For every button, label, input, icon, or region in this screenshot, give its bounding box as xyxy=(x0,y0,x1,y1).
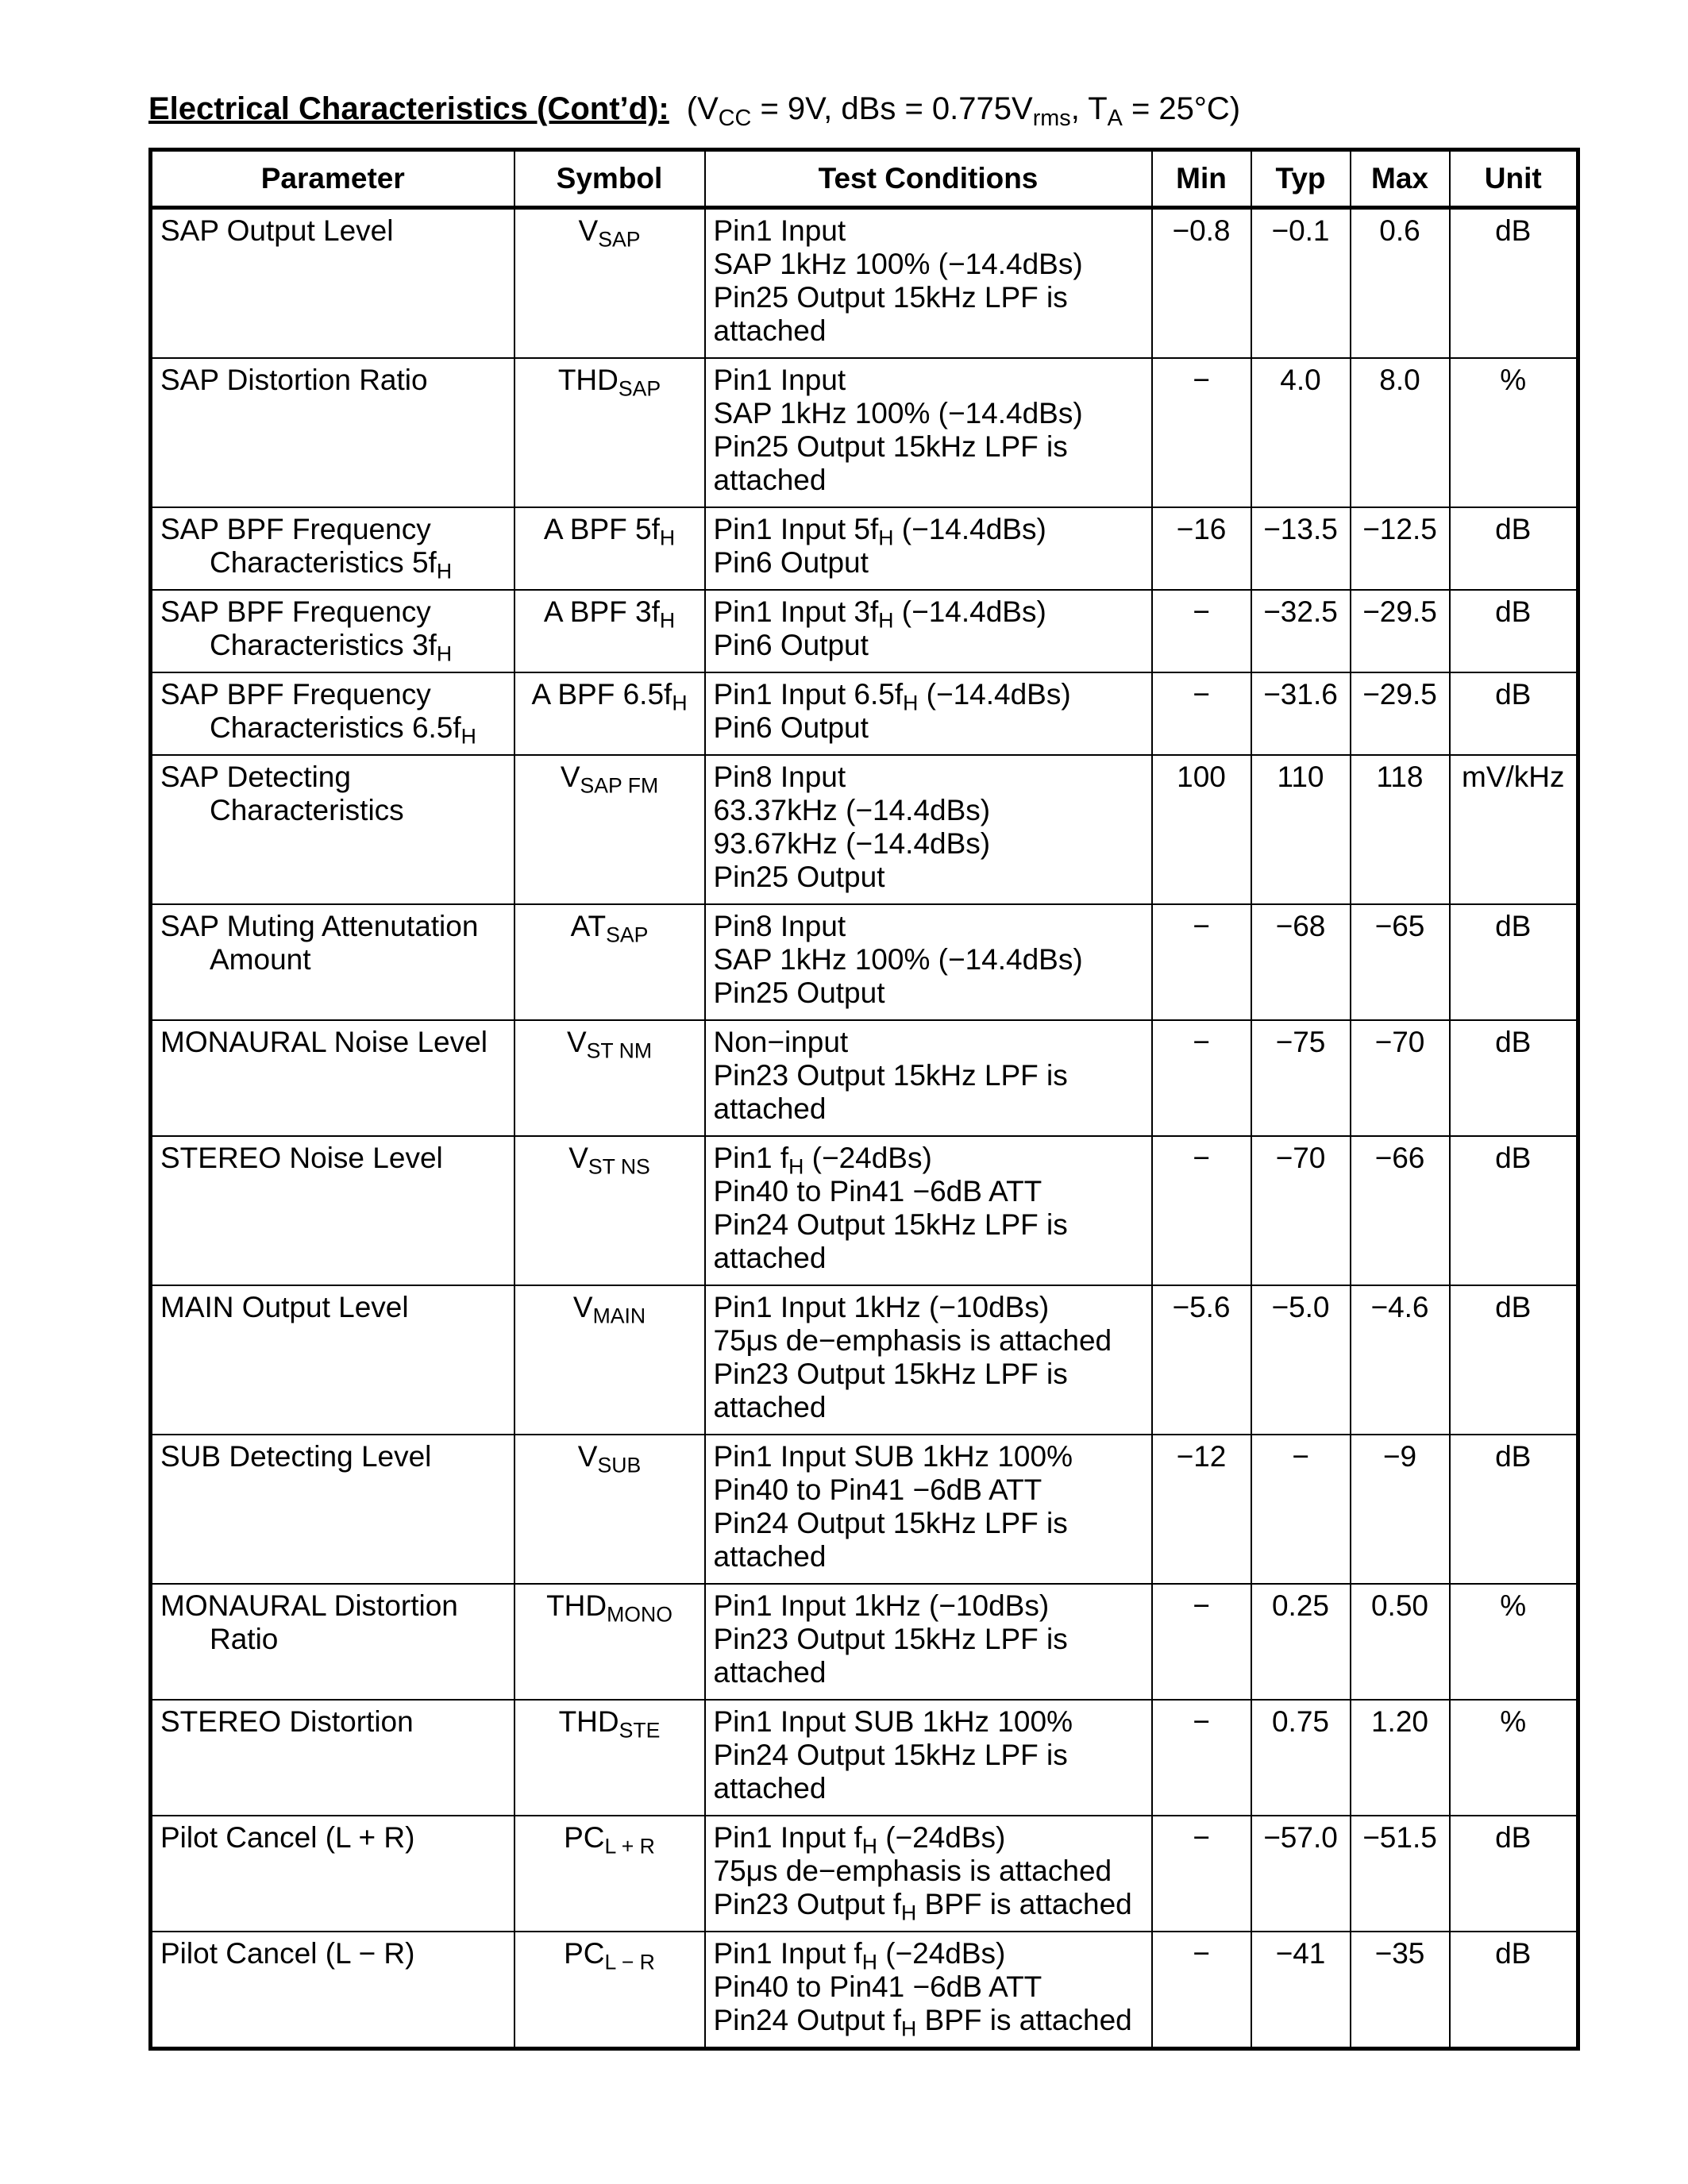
cell-test-conditions xyxy=(705,904,1152,1020)
table-row xyxy=(151,1584,1578,1700)
cell-test-conditions xyxy=(705,672,1152,755)
cell-unit: % xyxy=(1450,1584,1578,1700)
cell-max: −9 xyxy=(1351,1435,1450,1584)
condition-line: attached xyxy=(713,1772,827,1805)
table-row xyxy=(151,358,1578,507)
parameter-line: SAP BPF Frequency xyxy=(160,678,431,711)
cell-symbol xyxy=(514,1136,705,1285)
parameter-line: SAP BPF Frequency xyxy=(160,595,431,628)
condition-line: Pin23 Output $f_H$ BPF is attached xyxy=(713,1888,1132,1925)
cell-typ: −5.0 xyxy=(1251,1285,1351,1435)
parameter-line: SAP Muting Attenutation xyxy=(160,910,479,942)
cell-test-conditions xyxy=(705,590,1152,672)
cell-typ: 0.75 xyxy=(1251,1700,1351,1816)
cell-parameter xyxy=(151,507,514,590)
cell-typ: 0.25 xyxy=(1251,1584,1351,1700)
parameter-line: MONAURAL Distortion xyxy=(160,1589,458,1622)
cell-symbol xyxy=(514,1700,705,1816)
condition-line: attached xyxy=(713,1540,827,1573)
cell-typ: −75 xyxy=(1251,1020,1351,1136)
header-symbol: Symbol xyxy=(514,150,705,208)
cell-min: − xyxy=(1152,1932,1251,2049)
condition-line: SAP 1kHz 100% (−14.4dBs) xyxy=(713,248,1083,280)
cell-typ: −68 xyxy=(1251,904,1351,1020)
table-row xyxy=(151,904,1578,1020)
table-row xyxy=(151,590,1578,672)
cell-unit: dB xyxy=(1450,208,1578,359)
header-max: Max xyxy=(1351,150,1450,208)
cell-parameter xyxy=(151,1700,514,1816)
cell-parameter xyxy=(151,590,514,672)
cell-typ: 110 xyxy=(1251,755,1351,904)
condition-line: Pin1 Input xyxy=(713,364,846,396)
parameter-line: Pilot Cancel (L − R) xyxy=(160,1937,415,1970)
cell-min: − xyxy=(1152,672,1251,755)
cell-symbol xyxy=(514,1020,705,1136)
cell-parameter xyxy=(151,1020,514,1136)
cell-unit: dB xyxy=(1450,1435,1578,1584)
condition-line: Pin1 Input $5f_H$ (−14.4dBs) xyxy=(713,513,1046,550)
header-typ: Typ xyxy=(1251,150,1351,208)
condition-line: SAP 1kHz 100% (−14.4dBs) xyxy=(713,397,1083,429)
table-row xyxy=(151,208,1578,359)
symbol-base: V xyxy=(568,1142,588,1174)
cell-min: −12 xyxy=(1152,1435,1251,1584)
symbol-subscript: ST NS xyxy=(588,1154,650,1179)
cell-unit: % xyxy=(1450,358,1578,507)
condition-line: Pin1 Input SUB 1kHz 100% xyxy=(713,1705,1073,1738)
symbol-subscript: L + R xyxy=(604,1834,655,1859)
symbol-subscript: SAP FM xyxy=(580,773,659,798)
condition-line: Pin1 Input $3f_H$ (−14.4dBs) xyxy=(713,595,1046,633)
table-row xyxy=(151,1136,1578,1285)
heading-title: Electrical Characteristics (Cont’d): xyxy=(148,91,669,126)
parameter-line-2: Characteristics $5f_H$ xyxy=(210,546,453,584)
cell-unit: dB xyxy=(1450,672,1578,755)
symbol-base: A BPF 3f xyxy=(543,595,660,628)
condition-line: Pin1 Input xyxy=(713,214,846,247)
cell-parameter xyxy=(151,904,514,1020)
table-row xyxy=(151,1816,1578,1932)
cell-test-conditions xyxy=(705,1700,1152,1816)
parameter-line-2: Characteristics xyxy=(210,794,404,826)
cell-min: −0.8 xyxy=(1152,208,1251,359)
cell-parameter xyxy=(151,1435,514,1584)
symbol-subscript: SAP xyxy=(606,923,649,947)
cell-max: −70 xyxy=(1351,1020,1450,1136)
cell-symbol xyxy=(514,1285,705,1435)
symbol-subscript: H xyxy=(659,608,676,633)
symbol-base: AT xyxy=(570,910,607,942)
cell-typ: −31.6 xyxy=(1251,672,1351,755)
cell-min: − xyxy=(1152,590,1251,672)
cell-symbol xyxy=(514,1816,705,1932)
page-heading xyxy=(148,89,1241,132)
cell-max: 8.0 xyxy=(1351,358,1450,507)
condition-line: Pin25 Output 15kHz LPF is xyxy=(713,430,1068,463)
condition-line: Pin24 Output 15kHz LPF is xyxy=(713,1208,1068,1241)
cell-max: −12.5 xyxy=(1351,507,1450,590)
cell-test-conditions xyxy=(705,358,1152,507)
condition-line: Pin40 to Pin41 −6dB ATT xyxy=(713,1970,1042,2003)
condition-line: Pin1 Input SUB 1kHz 100% xyxy=(713,1440,1073,1473)
cell-test-conditions xyxy=(705,208,1152,359)
cell-test-conditions xyxy=(705,1020,1152,1136)
cell-max: −51.5 xyxy=(1351,1816,1450,1932)
symbol-base: THD xyxy=(558,1705,619,1738)
header-min: Min xyxy=(1152,150,1251,208)
parameter-line: SAP Distortion Ratio xyxy=(160,364,428,396)
cell-min: −16 xyxy=(1152,507,1251,590)
symbol-base: V xyxy=(572,1291,593,1323)
table-row xyxy=(151,1435,1578,1584)
condition-line: Pin1 Input 1kHz (−10dBs) xyxy=(713,1291,1050,1323)
cell-max: −66 xyxy=(1351,1136,1450,1285)
condition-line: Pin40 to Pin41 −6dB ATT xyxy=(713,1175,1042,1208)
cell-parameter xyxy=(151,1584,514,1700)
symbol-subscript: ST NM xyxy=(586,1038,653,1063)
condition-line: Non−input xyxy=(713,1026,849,1058)
cell-typ: − xyxy=(1251,1435,1351,1584)
condition-line: attached xyxy=(713,314,827,347)
electrical-characteristics-table xyxy=(148,148,1580,2051)
cell-min: − xyxy=(1152,1020,1251,1136)
condition-line: Pin6 Output xyxy=(713,546,869,579)
condition-line: Pin24 Output $f_H$ BPF is attached xyxy=(713,2004,1132,2041)
symbol-subscript: SAP xyxy=(598,227,641,252)
cell-min: − xyxy=(1152,1136,1251,1285)
condition-line: 63.37kHz (−14.4dBs) xyxy=(713,794,991,826)
cell-unit: dB xyxy=(1450,1932,1578,2049)
condition-line: attached xyxy=(713,1391,827,1423)
cell-typ: −70 xyxy=(1251,1136,1351,1285)
condition-line: 75μs de−emphasis is attached xyxy=(713,1324,1112,1357)
table-row xyxy=(151,1700,1578,1816)
cell-test-conditions xyxy=(705,1816,1152,1932)
parameter-line: SAP BPF Frequency xyxy=(160,513,431,545)
cell-test-conditions xyxy=(705,1136,1152,1285)
cell-min: − xyxy=(1152,1816,1251,1932)
cell-test-conditions xyxy=(705,1932,1152,2049)
cell-min: − xyxy=(1152,1700,1251,1816)
cell-unit: mV/kHz xyxy=(1450,755,1578,904)
cell-symbol xyxy=(514,904,705,1020)
table-row xyxy=(151,755,1578,904)
condition-line: Pin23 Output 15kHz LPF is xyxy=(713,1059,1068,1092)
table-row xyxy=(151,1285,1578,1435)
cell-max: −4.6 xyxy=(1351,1285,1450,1435)
cell-test-conditions xyxy=(705,507,1152,590)
symbol-subscript: SUB xyxy=(597,1453,642,1477)
cell-symbol xyxy=(514,1584,705,1700)
condition-line: Pin25 Output xyxy=(713,861,885,893)
header-parameter: Parameter xyxy=(151,150,514,208)
header-test-conditions: Test Conditions xyxy=(705,150,1152,208)
parameter-line: STEREO Distortion xyxy=(160,1705,414,1738)
cell-symbol xyxy=(514,755,705,904)
parameter-line-2: Characteristics $3f_H$ xyxy=(210,629,453,666)
cell-parameter xyxy=(151,1816,514,1932)
cell-min: − xyxy=(1152,904,1251,1020)
cell-parameter xyxy=(151,672,514,755)
condition-line: attached xyxy=(713,1092,827,1125)
cell-parameter xyxy=(151,1285,514,1435)
cell-max: 118 xyxy=(1351,755,1450,904)
condition-line: Pin1 Input 1kHz (−10dBs) xyxy=(713,1589,1050,1622)
condition-line: Pin1 Input $f_H$ (−24dBs) xyxy=(713,1821,1006,1859)
cell-max: −65 xyxy=(1351,904,1450,1020)
heading-conditions: ($V_{CC} = 9V$, dBs = $0.775V_{rms}$, $T_A = 25^\circ C$) xyxy=(686,91,1241,132)
cell-symbol xyxy=(514,1932,705,2049)
cell-max: −29.5 xyxy=(1351,590,1450,672)
symbol-subscript: L − R xyxy=(604,1950,655,1974)
condition-line: 93.67kHz (−14.4dBs) xyxy=(713,827,991,860)
table-row xyxy=(151,1020,1578,1136)
symbol-base: V xyxy=(577,1440,598,1473)
symbol-subscript: H xyxy=(659,526,676,550)
symbol-base: V xyxy=(566,1026,587,1058)
symbol-base: A BPF 6.5f xyxy=(531,678,673,711)
cell-unit: % xyxy=(1450,1700,1578,1816)
cell-min: − xyxy=(1152,1584,1251,1700)
cell-max: 0.50 xyxy=(1351,1584,1450,1700)
cell-typ: −13.5 xyxy=(1251,507,1351,590)
condition-line: Pin1 $f_H$ (−24dBs) xyxy=(713,1142,932,1179)
cell-typ: −32.5 xyxy=(1251,590,1351,672)
cell-parameter xyxy=(151,358,514,507)
condition-line: Pin1 Input $6.5f_H$ (−14.4dBs) xyxy=(713,678,1071,715)
cell-symbol xyxy=(514,672,705,755)
cell-unit: dB xyxy=(1450,1020,1578,1136)
condition-line: attached xyxy=(713,464,827,496)
cell-min: −5.6 xyxy=(1152,1285,1251,1435)
symbol-base: THD xyxy=(546,1589,607,1622)
symbol-subscript: SAP xyxy=(618,376,661,401)
symbol-subscript: MONO xyxy=(607,1602,673,1627)
cell-test-conditions xyxy=(705,755,1152,904)
cell-symbol xyxy=(514,507,705,590)
cell-max: 0.6 xyxy=(1351,208,1450,359)
symbol-subscript: STE xyxy=(619,1718,661,1743)
cell-min: − xyxy=(1152,358,1251,507)
parameter-line-2: Ratio xyxy=(210,1623,279,1655)
parameter-line: Pilot Cancel (L + R) xyxy=(160,1821,415,1854)
cell-test-conditions xyxy=(705,1285,1152,1435)
symbol-base: THD xyxy=(557,364,619,396)
condition-line: attached xyxy=(713,1656,827,1689)
cell-typ: −41 xyxy=(1251,1932,1351,2049)
cell-parameter xyxy=(151,1136,514,1285)
condition-line: Pin24 Output 15kHz LPF is xyxy=(713,1507,1068,1539)
cell-parameter xyxy=(151,1932,514,2049)
condition-line: Pin23 Output 15kHz LPF is xyxy=(713,1623,1068,1655)
condition-line: SAP 1kHz 100% (−14.4dBs) xyxy=(713,943,1083,976)
cell-test-conditions xyxy=(705,1435,1152,1584)
cell-unit: dB xyxy=(1450,1136,1578,1285)
cell-typ: 4.0 xyxy=(1251,358,1351,507)
table-header-row xyxy=(151,150,1578,208)
parameter-line: SUB Detecting Level xyxy=(160,1440,432,1473)
condition-line: Pin25 Output 15kHz LPF is xyxy=(713,281,1068,314)
condition-line: Pin6 Output xyxy=(713,711,869,744)
cell-min: 100 xyxy=(1152,755,1251,904)
cell-symbol xyxy=(514,590,705,672)
symbol-base: PC xyxy=(564,1821,605,1854)
cell-unit: dB xyxy=(1450,590,1578,672)
cell-typ: −0.1 xyxy=(1251,208,1351,359)
cell-typ: −57.0 xyxy=(1251,1816,1351,1932)
cell-parameter xyxy=(151,208,514,359)
condition-line: Pin24 Output 15kHz LPF is xyxy=(713,1739,1068,1771)
symbol-base: V xyxy=(560,761,580,793)
cell-symbol xyxy=(514,208,705,359)
cell-unit: dB xyxy=(1450,904,1578,1020)
parameter-line: STEREO Noise Level xyxy=(160,1142,443,1174)
table-row xyxy=(151,672,1578,755)
symbol-base: PC xyxy=(564,1937,605,1970)
cell-symbol xyxy=(514,358,705,507)
condition-line: Pin1 Input $f_H$ (−24dBs) xyxy=(713,1937,1006,1974)
cell-unit: dB xyxy=(1450,1285,1578,1435)
symbol-base: V xyxy=(578,214,599,247)
cell-max: 1.20 xyxy=(1351,1700,1450,1816)
cell-unit: dB xyxy=(1450,1816,1578,1932)
cell-unit: dB xyxy=(1450,507,1578,590)
condition-line: Pin8 Input xyxy=(713,761,846,793)
parameter-line-2: Amount xyxy=(210,943,311,976)
symbol-subscript: MAIN xyxy=(592,1304,646,1328)
condition-line: Pin40 to Pin41 −6dB ATT xyxy=(713,1473,1042,1506)
parameter-line-2: Characteristics $6.5f_H$ xyxy=(210,711,476,749)
cell-parameter xyxy=(151,755,514,904)
condition-line: Pin8 Input xyxy=(713,910,846,942)
parameter-line: SAP Detecting xyxy=(160,761,351,793)
symbol-subscript: H xyxy=(672,691,688,715)
cell-max: −35 xyxy=(1351,1932,1450,2049)
parameter-line: MONAURAL Noise Level xyxy=(160,1026,488,1058)
table-row xyxy=(151,507,1578,590)
table-row xyxy=(151,1932,1578,2049)
cell-symbol xyxy=(514,1435,705,1584)
condition-line: Pin25 Output xyxy=(713,976,885,1009)
cell-max: −29.5 xyxy=(1351,672,1450,755)
condition-line: attached xyxy=(713,1242,827,1274)
parameter-line: MAIN Output Level xyxy=(160,1291,409,1323)
symbol-base: A BPF 5f xyxy=(543,513,660,545)
header-unit: Unit xyxy=(1450,150,1578,208)
condition-line: 75μs de−emphasis is attached xyxy=(713,1855,1112,1887)
condition-line: Pin23 Output 15kHz LPF is xyxy=(713,1358,1068,1390)
parameter-line: SAP Output Level xyxy=(160,214,394,247)
cell-test-conditions xyxy=(705,1584,1152,1700)
condition-line: Pin6 Output xyxy=(713,629,869,661)
